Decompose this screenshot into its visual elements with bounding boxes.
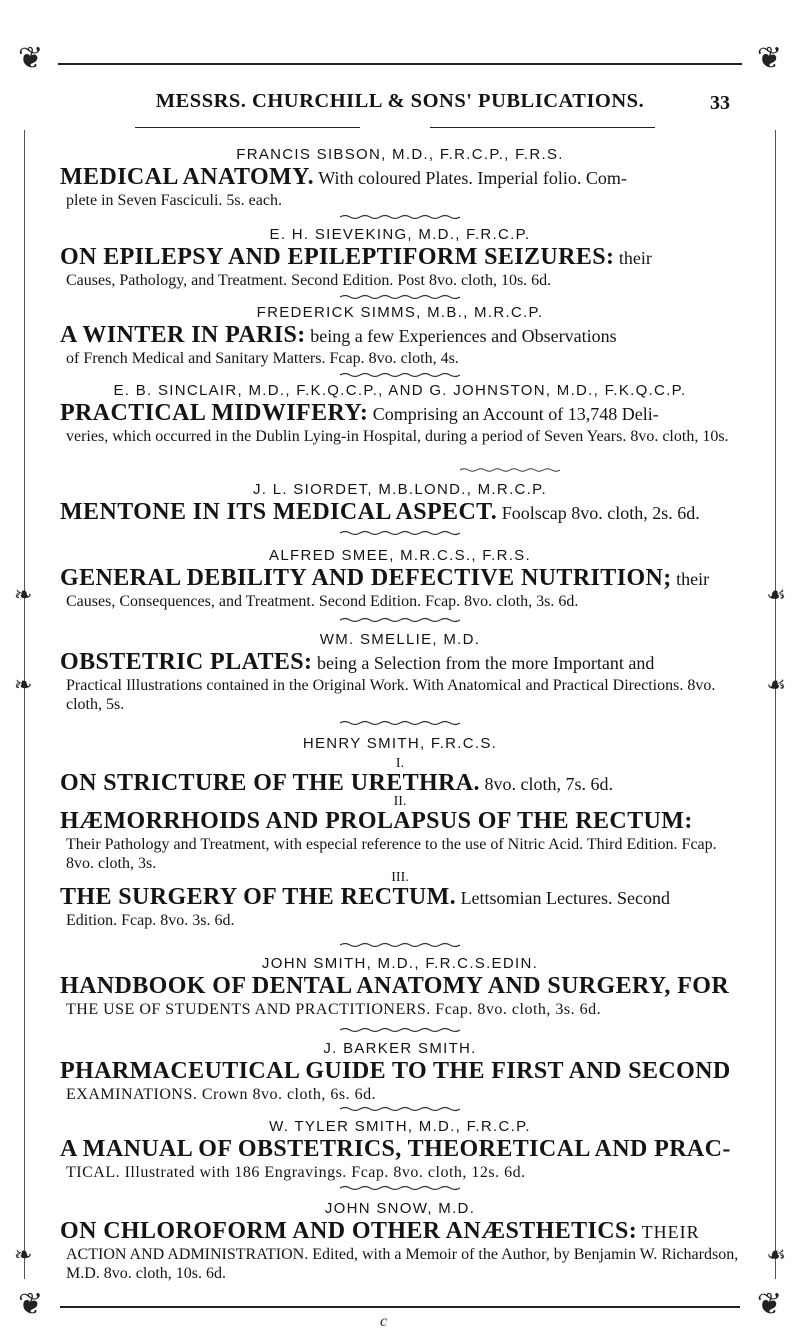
- page-number: 33: [710, 92, 730, 114]
- catalogue-entry: [60, 955, 740, 1019]
- book-details: THE USE OF STUDENTS AND PRACTITIONERS. Fcap. 8vo. cloth, 3s. 6d.: [66, 1001, 602, 1018]
- catalogue-entry: [60, 226, 740, 290]
- catalogue-entry: [60, 1200, 740, 1283]
- book-title: HÆMORRHOIDS AND PROLAPSUS OF THE RECTUM:: [60, 808, 693, 834]
- book-title: ON STRICTURE OF THE URETHRA.: [60, 770, 480, 796]
- header-rule-left: [135, 127, 360, 128]
- separator-flourish: [340, 1185, 460, 1191]
- author-name: E. B. SINCLAIR, M.D., F.K.Q.C.P., AND G. JOHNSTON, M.D., F.K.Q.C.P.: [113, 382, 687, 399]
- catalogue-entry: [60, 304, 740, 368]
- author-name: HENRY SMITH, F.R.C.S.: [302, 735, 498, 752]
- book-title-rest: being a few Experiences and Observations: [310, 326, 617, 346]
- separator-flourish: [340, 1027, 460, 1033]
- book-title: OBSTETRIC PLATES:: [60, 649, 313, 675]
- book-details: of French Medical and Sanitary Matters. Fcap. 8vo. cloth, 4s.: [66, 350, 459, 367]
- separator-flourish: [340, 720, 460, 726]
- book-title-rest: Lettsomian Lectures. Second: [460, 888, 670, 908]
- author-name: E. H. SIEVEKING, M.D., F.R.C.P.: [269, 226, 531, 243]
- book-title: GENERAL DEBILITY AND DEFECTIVE NUTRITION;: [60, 565, 672, 591]
- book-details: Causes, Consequences, and Treatment. Second Edition. Fcap. 8vo. cloth, 3s. 6d.: [66, 593, 579, 610]
- work-numeral: III.: [391, 870, 409, 885]
- right-border-rule: [775, 130, 776, 1279]
- author-name: J. L. SIORDET, M.B.LOND., M.R.C.P.: [253, 481, 547, 498]
- numbered-work: [60, 872, 740, 930]
- signature-mark: c: [380, 1313, 388, 1330]
- author-name: WM. SMELLIE, M.D.: [319, 631, 481, 648]
- book-details: veries, which occurred in the Dublin Lying-in Hospital, during a period of Seven Years. 8vo. cloth, 10s.: [66, 428, 729, 445]
- catalogue-entry: [60, 481, 740, 526]
- book-title-rest: 8vo. cloth, 7s. 6d.: [484, 774, 613, 794]
- catalogue-entry: [60, 1118, 740, 1182]
- separator-flourish: [460, 467, 560, 473]
- catalogue-entry: [60, 1040, 740, 1104]
- book-title-rest: Comprising an Account of 13,748 Deli-: [372, 404, 659, 424]
- book-details: plete in Seven Fasciculi. 5s. each.: [66, 192, 282, 209]
- book-title: A WINTER IN PARIS:: [60, 322, 306, 348]
- author-name: FREDERICK SIMMS, M.B., M.R.C.P.: [256, 304, 544, 321]
- book-details: Their Pathology and Treatment, with especial reference to the use of Nitric Acid. Third Edition. Fcap. 8vo. cloth, 3s.: [66, 836, 717, 872]
- book-details: Causes, Pathology, and Treatment. Second Edition. Post 8vo. cloth, 10s. 6d.: [66, 272, 552, 289]
- author-name: FRANCIS SIBSON, M.D., F.R.C.P., F.R.S.: [236, 146, 564, 163]
- side-ornament-icon: ☙: [766, 673, 786, 698]
- side-ornament-icon: ☙: [766, 583, 786, 608]
- book-details: Edition. Fcap. 8vo. 3s. 6d.: [66, 912, 235, 929]
- book-title-rest: THEIR: [641, 1222, 700, 1242]
- left-border-rule: [24, 130, 25, 1279]
- numbered-work: [60, 758, 740, 797]
- book-title: A MANUAL OF OBSTETRICS, THEORETICAL AND PRAC-: [60, 1136, 731, 1162]
- top-rule: [58, 63, 742, 65]
- author-name: ALFRED SMEE, M.R.C.S., F.R.S.: [269, 547, 531, 564]
- book-title-rest: Foolscap 8vo. cloth, 2s. 6d.: [501, 503, 700, 523]
- fleuron-ornament-icon: ❦: [756, 41, 782, 76]
- numbered-work: [60, 796, 740, 873]
- catalogue-entry: [60, 547, 740, 611]
- author-name: JOHN SNOW, M.D.: [324, 1200, 476, 1217]
- page-header: MESSRS. CHURCHILL & SONS' PUBLICATIONS.: [155, 90, 645, 112]
- book-title-rest: With coloured Plates. Imperial folio. Com-: [318, 168, 627, 188]
- book-details: Practical Illustrations contained in the Original Work. With Anatomical and Practical Directions. 8vo. cloth, 5s.: [66, 677, 716, 713]
- book-title: ON EPILEPSY AND EPILEPTIFORM SEIZURES:: [60, 244, 615, 270]
- catalogue-entry: [60, 146, 740, 210]
- separator-flourish: [340, 942, 460, 948]
- book-title-rest: being a Selection from the more Important and: [316, 653, 655, 673]
- book-title: MEDICAL ANATOMY.: [60, 164, 314, 190]
- separator-flourish: [340, 530, 460, 536]
- author-name: JOHN SMITH, M.D., F.R.C.S.EDIN.: [261, 955, 539, 972]
- fleuron-ornament-icon: ❦: [18, 41, 44, 76]
- book-title-rest: their: [676, 569, 710, 589]
- side-ornament-icon: ❧: [14, 583, 33, 608]
- book-details: ACTION AND ADMINISTRATION. Edited, with a Memoir of the Author, by Benjamin W. Richardson, M.D. 8vo. cloth, 10s. 6d.: [66, 1246, 739, 1282]
- separator-flourish: [340, 372, 460, 378]
- book-title: PHARMACEUTICAL GUIDE TO THE FIRST AND SECOND: [60, 1058, 731, 1084]
- catalogue-entry: [60, 631, 740, 714]
- book-title: HANDBOOK OF DENTAL ANATOMY AND SURGERY, FOR: [60, 973, 730, 999]
- book-title: PRACTICAL MIDWIFERY:: [60, 400, 369, 426]
- book-title: MENTONE IN ITS MEDICAL ASPECT.: [60, 499, 498, 525]
- work-numeral: I.: [395, 756, 405, 771]
- separator-flourish: [340, 617, 460, 623]
- catalogue-entry: [60, 382, 740, 446]
- separator-flourish: [340, 294, 460, 300]
- book-title: ON CHLOROFORM AND OTHER ANÆSTHETICS:: [60, 1218, 638, 1244]
- side-ornament-icon: ❧: [14, 1243, 33, 1268]
- side-ornament-icon: ❧: [14, 673, 33, 698]
- author-name: W. TYLER SMITH, M.D., F.R.C.P.: [269, 1118, 531, 1135]
- book-details: TICAL. Illustrated with 186 Engravings. Fcap. 8vo. cloth, 12s. 6d.: [66, 1164, 526, 1181]
- separator-flourish: [340, 214, 460, 220]
- side-ornament-icon: ☙: [766, 1243, 786, 1268]
- book-title: THE SURGERY OF THE RECTUM.: [60, 884, 457, 910]
- work-numeral: II.: [393, 794, 407, 809]
- fleuron-ornament-icon: ❦: [756, 1287, 782, 1322]
- author-name: J. BARKER SMITH.: [323, 1040, 477, 1057]
- book-title-rest: their: [618, 248, 652, 268]
- header-rule-right: [430, 127, 655, 128]
- separator-flourish: [340, 1106, 460, 1112]
- bottom-rule: [60, 1306, 740, 1308]
- book-details: EXAMINATIONS. Crown 8vo. cloth, 6s. 6d.: [66, 1086, 377, 1103]
- catalogue-entry: [60, 735, 740, 753]
- fleuron-ornament-icon: ❦: [18, 1287, 44, 1322]
